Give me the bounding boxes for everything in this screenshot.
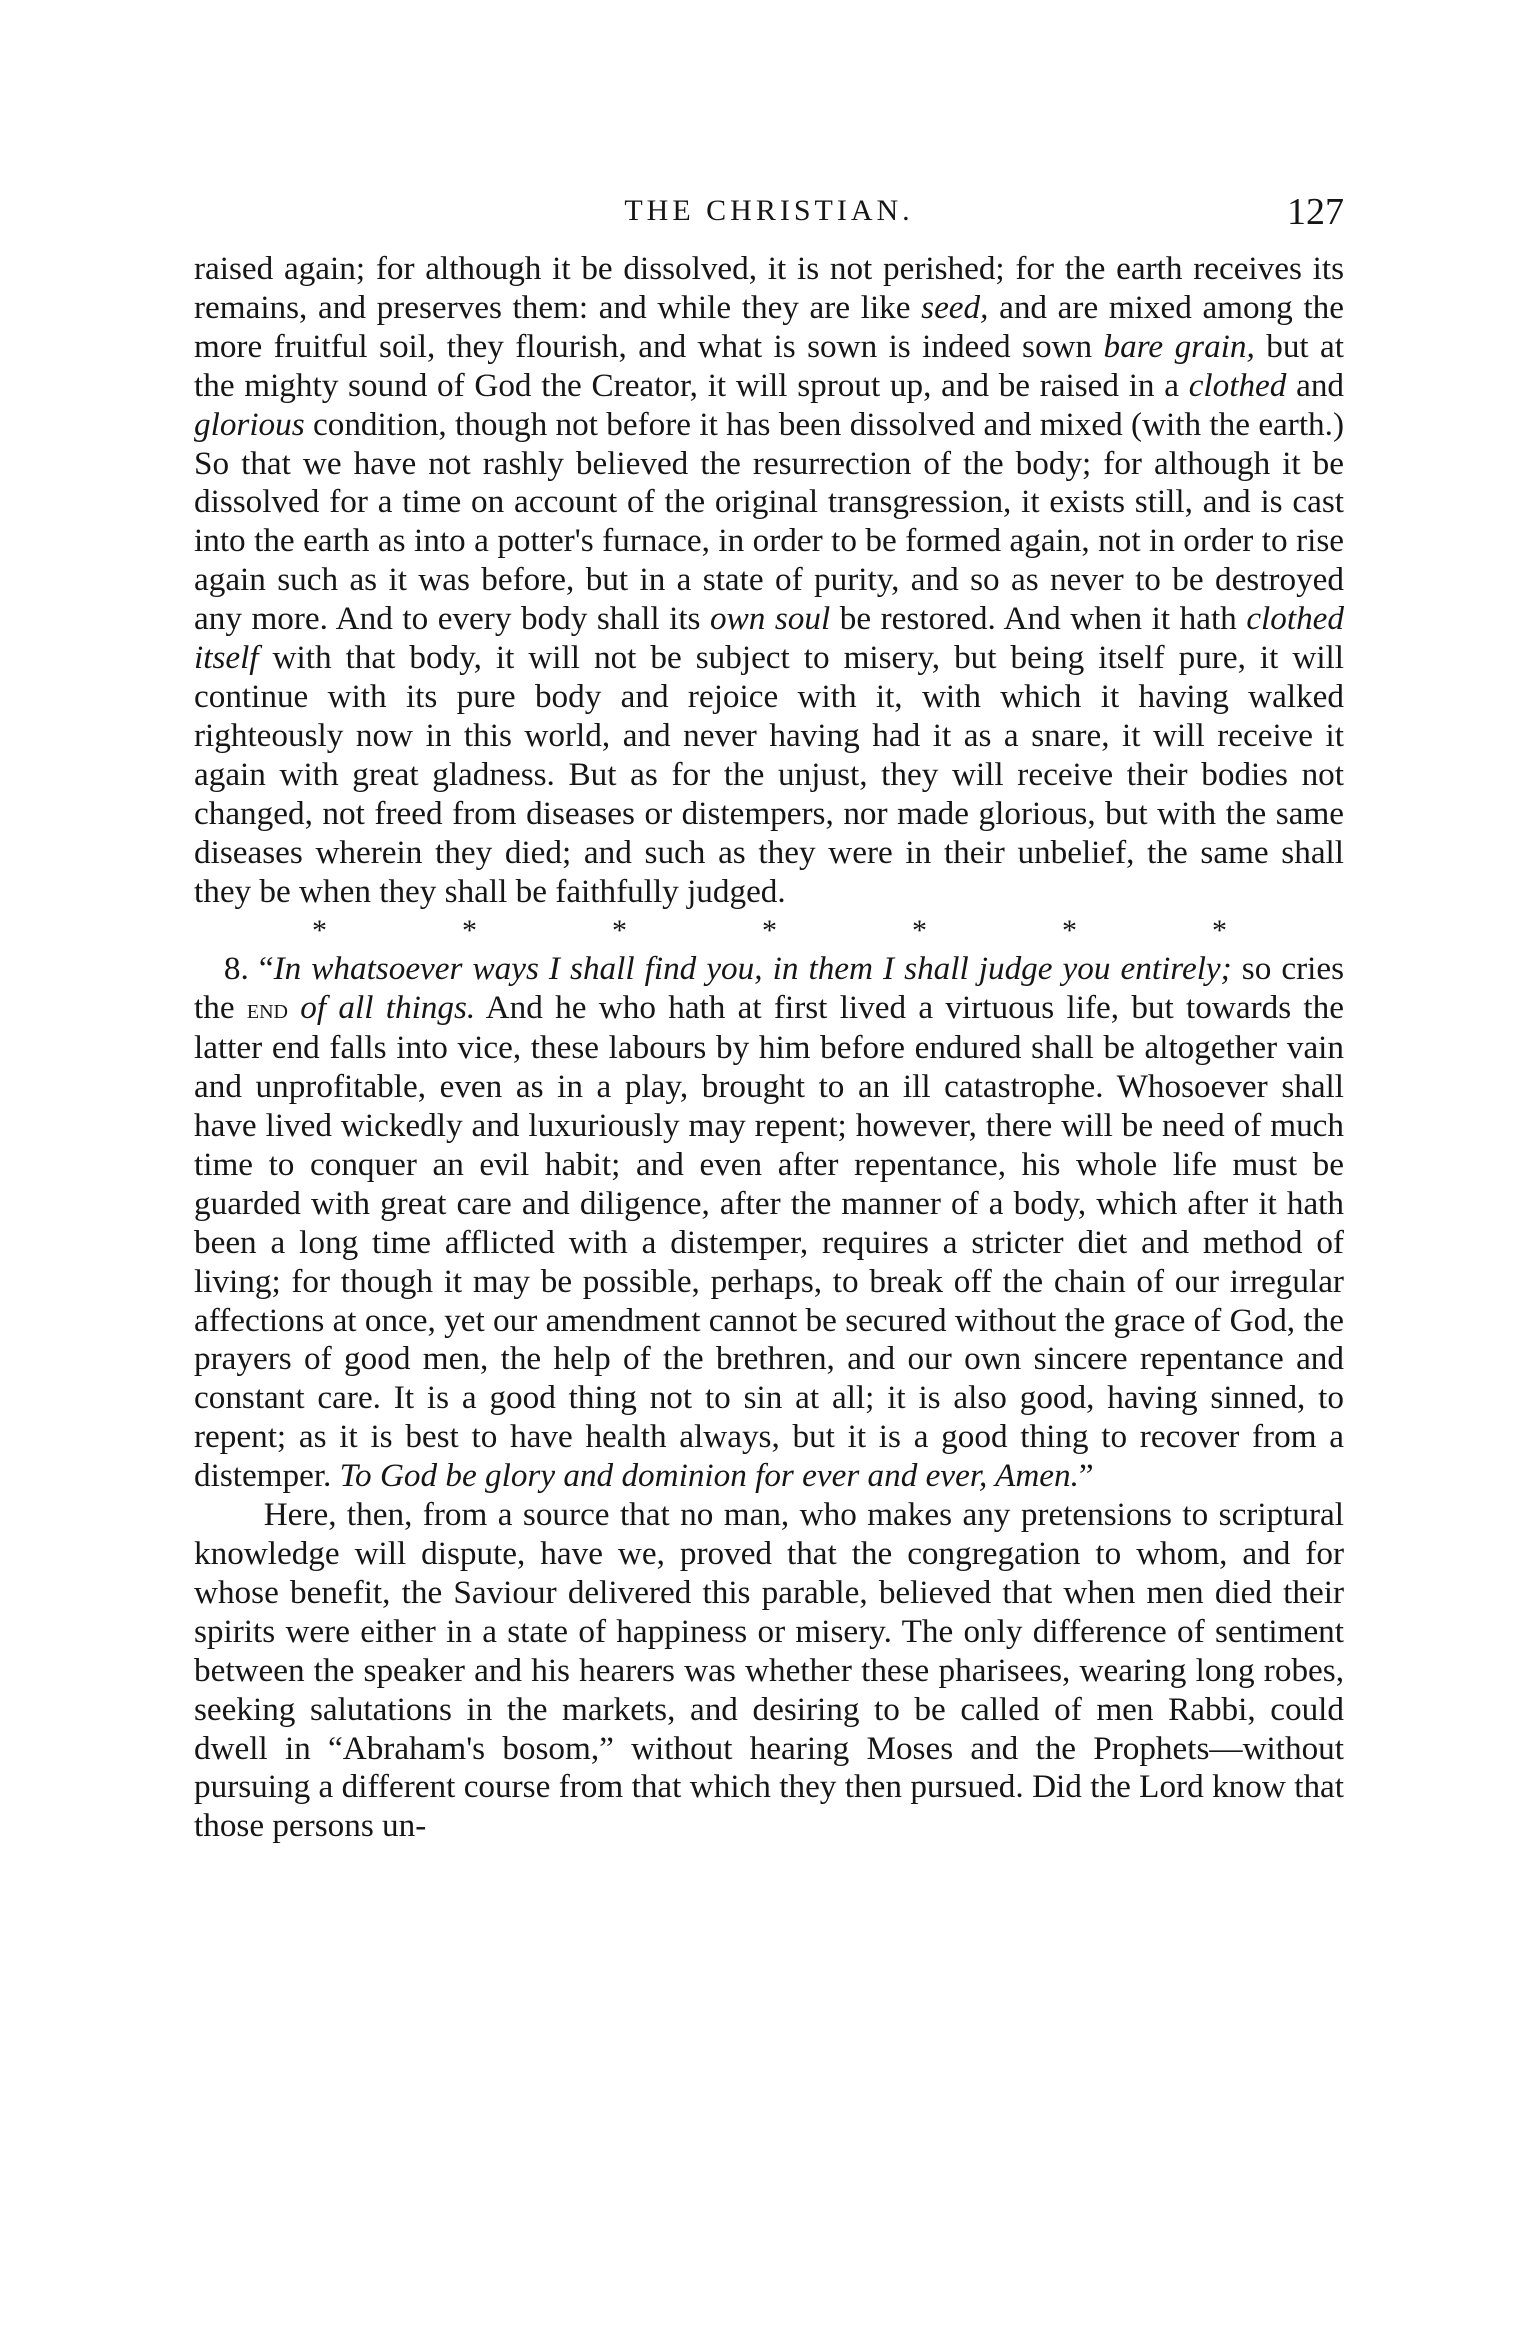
asterisk: * [1062,914,1077,948]
running-head: THE CHRISTIAN. [624,194,914,227]
p1-italic-bare-grain: bare grain, [1103,327,1255,365]
p2-text-a: 8. “ [223,950,274,988]
asterisk: * [1212,914,1227,948]
p1-italic-clothed-itself: clothed itself [194,600,1345,677]
page-number: 127 [1287,191,1344,233]
p2-text-c: so cries the [194,950,1344,1027]
p1-text-c: and are mixed among the more fruitful soil, they flourish, and what is sown is indeed sown [194,288,1344,365]
p1-text-i: condition, though not before it has been dissolved and mixed (with the earth.) So that we have not rashly believed the resurrection of the body; for although it be dissolved for a time on account of the original transgression, it exists still, and is cast into the earth as into a potter's furnace, in order to be formed again, not in order to rise again such as it was before, but in a state of purity, and so as never to be destroyed any more. And to every body shall its [194,405,1344,638]
p2-italic-all-things: of all things. [300,989,476,1027]
p1-text-e: but at the mighty sound of God the Creator, it will sprout up, and be raised in a [194,327,1345,404]
asterisk: * [912,914,927,948]
paragraph-judgment [194,950,1344,1496]
asterisk: * [462,914,477,948]
p1-italic-seed: seed, [921,288,989,326]
asterisk: * [762,914,777,948]
paragraph-resurrection [194,250,1344,911]
p1-text-k: be restored. And when it hath [830,600,1247,638]
p2-italic-doxology: To God be glory and dominion for ever and ever, Amen. [339,1457,1079,1495]
p1-italic-clothed: clothed [1188,366,1287,404]
p2-italic-quote: In whatsoever ways I shall find you, in them I shall judge you entirely; [273,950,1232,988]
asterisk: * [312,914,327,948]
p1-italic-own-soul: own soul [710,600,831,638]
p1-text-a: raised again; for although it be dissolved, it is not perished; for the earth receives its remains, and preserves them: and while they are like [194,250,1344,326]
p2-text-i: ” [1078,1457,1094,1495]
p1-text-g: and [1286,366,1345,404]
asterisk-divider [194,911,1227,950]
p2-text-g: And he who hath at first lived a virtuous life, but towards the latter end falls into vice, these labours by him before endured shall be altogether vain and unprofitable, even as in a play, brought to an ill catastrophe. Whosoever shall have lived wickedly and luxuriously may repent; however, there will be need of much time to conquer an evil habit; and even after repentance, his whole life must be guarded with great care and diligence, after the manner of a body, which after it hath been a long time afflicted with a distemper, requires a stricter diet and method of living; for though it may be possible, perhaps, to break off the chain of our irregular affections at once, yet our amendment cannot be secured without the grace of God, the prayers of good men, the help of the brethren, and our own sincere repentance and constant care. It is a good thing not to sin at all; it is also good, having sinned, to repent; as it is best to have health always, but it is a good thing to recover from a distemper. [194,989,1344,1495]
p1-italic-glorious: glorious [194,405,305,443]
p2-smallcaps-end: end [246,993,288,1026]
paragraph-conclusion: Here, then, from a source that no man, who makes any pretensions to scriptural knowledge will dispute, have we, proved that the congregation to whom, and for whose benefit, the Saviour delivered this parable, believed that when men died their spirits were either in a state of happiness or misery. The only difference of sentiment between the speaker and his hearers was whether these pharisees, wearing long robes, seeking salutations in the markets, and desiring to be called of men Rabbi, could dwell in “Abraham's bosom,” without hearing Moses and the Prophets—without pursuing a different course from that which they then pursued. Did the Lord know that those persons un- [194,1496,1344,1845]
page-header [194,186,1344,234]
p2-text-e [288,989,300,1026]
asterisk: * [612,914,627,948]
body-text [194,250,1344,1846]
p1-text-m: with that body, it will not be subject to misery, but being itself pure, it will continue with its pure body and rejoice with it, with which it having walked righteously now in this world, and never having had it as a snare, it will receive it again with great gladness. But as for the unjust, they will receive their bodies not changed, not freed from diseases or distempers, nor made glorious, but with the same diseases wherein they died; and such as they were in their unbelief, the same shall they be when they shall be faithfully judged. [194,639,1344,910]
